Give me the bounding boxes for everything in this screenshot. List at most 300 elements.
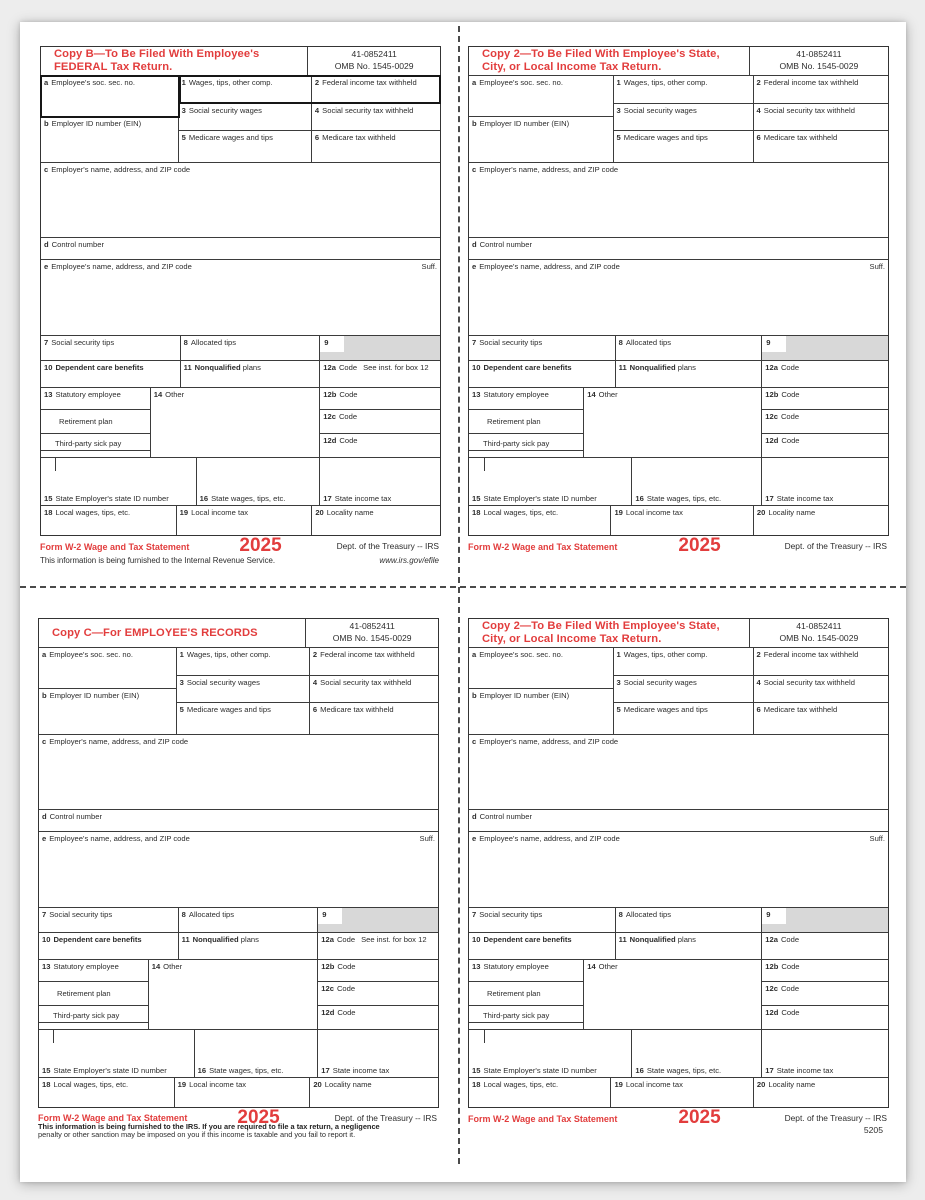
box-2 bbox=[754, 648, 888, 675]
box-12c bbox=[318, 982, 438, 1006]
form-id-number: 41-0852411 bbox=[349, 621, 395, 632]
box-17-label bbox=[321, 1066, 389, 1075]
box-3-label: Social security wages bbox=[623, 106, 697, 115]
box-6-number: 6 bbox=[756, 705, 761, 714]
col-1-to-6 bbox=[179, 76, 440, 162]
boxes-12b-12d bbox=[762, 960, 888, 1029]
box-20-label: Locality name bbox=[768, 1080, 816, 1089]
box-b bbox=[41, 117, 178, 162]
box-13-retirement bbox=[41, 410, 150, 434]
box-14-number: 14 bbox=[153, 390, 163, 399]
box-12a-note: See inst. for box 12 bbox=[363, 363, 429, 372]
box-d-label: Control number bbox=[51, 240, 104, 249]
box-3-label: Social security wages bbox=[186, 678, 260, 687]
box-11-label-bold: Nonqualified bbox=[629, 363, 676, 372]
box-14-number: 14 bbox=[587, 962, 596, 971]
box-c-letter: c bbox=[472, 737, 477, 746]
row-15-16-17 bbox=[469, 457, 888, 505]
boxes-12b-12d bbox=[318, 960, 438, 1029]
box-17-label bbox=[765, 1066, 833, 1075]
box-11-number: 11 bbox=[618, 363, 627, 372]
box-5 bbox=[179, 131, 312, 162]
box-12a-label: Code bbox=[338, 363, 358, 372]
box-12b-label: Code bbox=[781, 962, 800, 971]
box-1-label: Wages, tips, other comp. bbox=[186, 650, 271, 659]
box-13 bbox=[469, 388, 584, 457]
box-2-number: 2 bbox=[756, 78, 761, 87]
box-14-label: Other bbox=[598, 390, 618, 399]
box-18-number: 18 bbox=[472, 508, 481, 517]
box-c-label: Employer's name, address, and ZIP code bbox=[479, 165, 619, 174]
box-18-label: Local wages, tips, etc. bbox=[53, 1080, 129, 1089]
box-12d-number: 12d bbox=[765, 1008, 779, 1017]
box-20-number: 20 bbox=[756, 1080, 766, 1089]
box-9-shaded bbox=[762, 908, 888, 932]
box-12a bbox=[762, 361, 888, 387]
box-13-number: 13 bbox=[44, 390, 53, 399]
box-13-statutory-label: Statutory employee bbox=[483, 962, 549, 971]
box-6-number: 6 bbox=[756, 133, 761, 142]
box-8-number: 8 bbox=[618, 910, 623, 919]
box-19 bbox=[177, 506, 313, 535]
box-12a-label: Code bbox=[780, 363, 800, 372]
box-12b bbox=[318, 960, 438, 982]
box-1-label: Wages, tips, other comp. bbox=[188, 78, 273, 87]
box-12c bbox=[762, 982, 888, 1006]
boxes-12b-12d bbox=[762, 388, 888, 457]
box-8-label: Allocated tips bbox=[188, 910, 235, 919]
box-9-number: 9 bbox=[762, 908, 786, 924]
suffix-label: Suff. bbox=[869, 262, 885, 271]
box-12c-number: 12c bbox=[323, 412, 336, 421]
col-1-to-6 bbox=[614, 76, 888, 162]
box-9-shaded bbox=[318, 908, 438, 932]
box-12c-label: Code bbox=[338, 412, 358, 421]
box-c-label: Employer's name, address, and ZIP code bbox=[49, 737, 189, 746]
copy-title-line2: City, or Local Income Tax Return. bbox=[482, 61, 662, 73]
col-1-to-6 bbox=[177, 648, 438, 734]
box-13-retirement bbox=[469, 982, 583, 1006]
boxes-a-to-6 bbox=[41, 75, 440, 162]
perforation-horizontal bbox=[20, 586, 906, 588]
box-1 bbox=[177, 648, 310, 675]
w2-form-copy-c bbox=[38, 618, 439, 1154]
box-1 bbox=[614, 648, 754, 675]
omb-number: OMB No. 1545-0029 bbox=[332, 633, 412, 643]
copy-title-line1: Copy 2—To Be Filed With Employee's State, bbox=[482, 48, 720, 61]
box-15-number: 15 bbox=[44, 494, 53, 503]
row-5-6 bbox=[614, 130, 888, 162]
box-20 bbox=[312, 506, 440, 535]
box-12b bbox=[762, 960, 888, 982]
box-17-number: 17 bbox=[323, 494, 332, 503]
box-4 bbox=[754, 676, 888, 702]
box-15-label bbox=[44, 494, 169, 503]
box-a-letter: a bbox=[42, 650, 47, 659]
row-1-2 bbox=[614, 648, 888, 675]
box-12b-label: Code bbox=[781, 390, 800, 399]
box-e-letter: e bbox=[44, 262, 49, 271]
box-11-number: 11 bbox=[181, 935, 190, 944]
box-16 bbox=[197, 458, 321, 505]
box-4 bbox=[754, 104, 888, 130]
box-12a-number: 12a bbox=[765, 363, 778, 372]
box-e-letter: e bbox=[42, 834, 47, 843]
box-17 bbox=[318, 1030, 438, 1077]
box-12a bbox=[320, 361, 440, 387]
box-1-label: Wages, tips, other comp. bbox=[623, 650, 708, 659]
box-18 bbox=[39, 1078, 175, 1107]
box-6-label: Medicare tax withheld bbox=[763, 705, 838, 714]
box-16-label bbox=[635, 494, 721, 503]
box-4-label: Social security tax withheld bbox=[320, 678, 412, 687]
box-2 bbox=[754, 76, 888, 103]
box-5 bbox=[177, 703, 310, 734]
row-13-14-12bcd bbox=[469, 959, 888, 1029]
box-d-label: Control number bbox=[479, 812, 532, 821]
box-4 bbox=[310, 676, 438, 702]
box-b bbox=[469, 689, 613, 734]
box-3 bbox=[614, 104, 754, 130]
suffix-label: Suff. bbox=[419, 834, 435, 843]
box-b-label: Employer ID number (EIN) bbox=[49, 691, 140, 700]
box-a-label: Employee's soc. sec. no. bbox=[51, 78, 135, 87]
footer-note-line1: This information is being furnished to the IRS. If you are required to file a tax return, a negligence bbox=[38, 1122, 380, 1131]
footer-note-line2: penalty or other sanction may be imposed on you if this income is taxable and you fail to report it. bbox=[38, 1130, 356, 1139]
box-3-number: 3 bbox=[179, 678, 184, 687]
box-10-label: Dependent care benefits bbox=[483, 935, 572, 944]
box-12d bbox=[318, 1006, 438, 1029]
box-17-number: 17 bbox=[321, 1066, 330, 1075]
box-c-label: Employer's name, address, and ZIP code bbox=[479, 737, 619, 746]
box-17-text: State income tax bbox=[776, 494, 834, 503]
box-2-number: 2 bbox=[756, 650, 761, 659]
box-12d-number: 12d bbox=[321, 1008, 335, 1017]
box-1-number: 1 bbox=[616, 650, 621, 659]
box-13-retirement-label: Retirement plan bbox=[487, 989, 541, 998]
box-15-number: 15 bbox=[472, 1066, 481, 1075]
row-18-19-20 bbox=[469, 505, 888, 535]
col-1-to-6 bbox=[614, 648, 888, 734]
box-12a-note: See inst. for box 12 bbox=[361, 935, 427, 944]
box-18-label: Local wages, tips, etc. bbox=[55, 508, 131, 517]
box-17-text: State income tax bbox=[776, 1066, 834, 1075]
box-20-label: Locality name bbox=[768, 508, 816, 517]
row-3-4 bbox=[614, 103, 888, 130]
box-d-letter: d bbox=[472, 240, 477, 249]
box-8 bbox=[179, 908, 319, 932]
form-id-block bbox=[750, 619, 888, 647]
box-16-text: State wages, tips, etc. bbox=[646, 1066, 722, 1075]
box-11-label-rest: plans bbox=[677, 935, 696, 944]
w2-form-copy-2-state-top bbox=[468, 46, 889, 582]
treasury-dept: Dept. of the Treasury -- IRS bbox=[784, 1113, 887, 1123]
box-18-label: Local wages, tips, etc. bbox=[483, 508, 559, 517]
box-1-number: 1 bbox=[181, 78, 186, 87]
box-12a bbox=[762, 933, 888, 959]
box-13-statutory bbox=[41, 388, 150, 410]
form-table bbox=[40, 46, 441, 536]
box-13-sickpay-label: Third-party sick pay bbox=[483, 439, 550, 448]
box-12d-label: Code bbox=[781, 1008, 800, 1017]
box-7-label: Social security tips bbox=[51, 338, 115, 347]
box-12b-number: 12b bbox=[765, 390, 779, 399]
form-name: Form W-2 Wage and Tax Statement bbox=[38, 1113, 188, 1123]
row-1-2 bbox=[177, 648, 438, 675]
box-13-retirement-label: Retirement plan bbox=[487, 417, 541, 426]
box-e-letter: e bbox=[472, 262, 477, 271]
box-4-number: 4 bbox=[756, 678, 761, 687]
col-a-b bbox=[41, 76, 179, 162]
row-15-16-17 bbox=[41, 457, 440, 505]
box-b-letter: b bbox=[472, 119, 477, 128]
box-8-label: Allocated tips bbox=[190, 338, 237, 347]
box-19-number: 19 bbox=[614, 508, 623, 517]
box-15-number: 15 bbox=[472, 494, 481, 503]
box-15-state-divider bbox=[484, 458, 485, 471]
box-d bbox=[41, 237, 440, 259]
box-19-label: Local income tax bbox=[625, 1080, 683, 1089]
box-c-inner bbox=[44, 165, 190, 237]
box-18-number: 18 bbox=[472, 1080, 481, 1089]
box-12d bbox=[762, 434, 888, 457]
box-17-label bbox=[323, 494, 391, 503]
box-12b-label: Code bbox=[339, 390, 358, 399]
box-13-sickpay-label: Third-party sick pay bbox=[483, 1011, 550, 1020]
box-13-retirement bbox=[39, 982, 148, 1006]
box-3-number: 3 bbox=[181, 106, 186, 115]
box-c-inner bbox=[472, 165, 618, 237]
box-15 bbox=[39, 1030, 195, 1077]
row-10-11-12a bbox=[41, 360, 440, 387]
form-name: Form W-2 Wage and Tax Statement bbox=[468, 1114, 618, 1124]
box-12c-label: Code bbox=[780, 984, 800, 993]
box-19-number: 19 bbox=[179, 508, 189, 517]
box-6 bbox=[312, 131, 440, 162]
box-11-label-rest: plans bbox=[242, 363, 261, 372]
box-c-letter: c bbox=[472, 165, 477, 174]
box-2-label: Federal income tax withheld bbox=[322, 78, 417, 87]
box-a-label: Employee's soc. sec. no. bbox=[49, 650, 133, 659]
box-12b-label: Code bbox=[337, 962, 356, 971]
box-20 bbox=[310, 1078, 438, 1107]
box-e bbox=[469, 259, 888, 335]
box-2 bbox=[312, 76, 440, 103]
tax-year: 2025 bbox=[237, 1107, 280, 1128]
box-6-label: Medicare tax withheld bbox=[763, 133, 838, 142]
col-a-b bbox=[39, 648, 177, 734]
perforation-vertical bbox=[458, 26, 460, 1164]
box-12d-number: 12d bbox=[765, 436, 779, 445]
box-13-retirement-label: Retirement plan bbox=[59, 417, 113, 426]
omb-number: OMB No. 1545-0029 bbox=[334, 61, 414, 71]
box-7-number: 7 bbox=[42, 910, 47, 919]
box-17-text: State income tax bbox=[334, 494, 392, 503]
box-4-label: Social security tax withheld bbox=[763, 678, 855, 687]
form-id-block bbox=[308, 47, 440, 75]
box-16-number: 16 bbox=[635, 1066, 644, 1075]
box-17-text: State income tax bbox=[332, 1066, 390, 1075]
copy-title bbox=[469, 619, 750, 647]
box-15 bbox=[469, 1030, 632, 1077]
box-14 bbox=[149, 960, 319, 1029]
box-15-label bbox=[472, 494, 597, 503]
form-footer bbox=[468, 536, 889, 582]
box-14-number: 14 bbox=[587, 390, 596, 399]
box-15 bbox=[469, 458, 632, 505]
row-3-4 bbox=[177, 675, 438, 702]
row-10-11-12a bbox=[39, 932, 438, 959]
row-5-6 bbox=[614, 702, 888, 734]
box-a bbox=[39, 648, 176, 689]
box-8-label: Allocated tips bbox=[625, 338, 672, 347]
box-13-number: 13 bbox=[472, 962, 481, 971]
box-12d-label: Code bbox=[339, 436, 358, 445]
box-a bbox=[469, 76, 613, 117]
boxes-a-to-6 bbox=[469, 647, 888, 734]
box-2-number: 2 bbox=[314, 78, 320, 87]
box-7 bbox=[469, 908, 616, 932]
box-d-inner bbox=[42, 812, 102, 831]
box-e bbox=[41, 259, 440, 335]
copy-title-line1: Copy 2—To Be Filed With Employee's State, bbox=[482, 620, 720, 633]
box-15-label bbox=[42, 1066, 167, 1075]
box-13-statutory bbox=[469, 960, 583, 982]
box-d bbox=[39, 809, 438, 831]
box-16-text: State wages, tips, etc. bbox=[646, 494, 722, 503]
row-7-8-9 bbox=[469, 335, 888, 360]
print-code: 5205 bbox=[863, 1125, 883, 1135]
box-11 bbox=[616, 361, 763, 387]
box-10-number: 10 bbox=[472, 363, 481, 372]
box-14 bbox=[584, 388, 762, 457]
box-9-shaded bbox=[320, 336, 440, 360]
box-20-number: 20 bbox=[315, 508, 324, 517]
box-18 bbox=[469, 1078, 611, 1107]
box-5-number: 5 bbox=[616, 133, 621, 142]
row-13-14-12bcd bbox=[41, 387, 440, 457]
box-e-letter: e bbox=[472, 834, 477, 843]
form-header-row bbox=[39, 619, 438, 647]
box-20 bbox=[754, 1078, 888, 1107]
row-18-19-20 bbox=[469, 1077, 888, 1107]
box-15 bbox=[41, 458, 197, 505]
box-d-inner bbox=[44, 240, 104, 259]
box-1 bbox=[614, 76, 754, 103]
copy-title bbox=[41, 47, 308, 75]
box-4-label: Social security tax withheld bbox=[322, 106, 414, 115]
treasury-dept: Dept. of the Treasury -- IRS bbox=[334, 1113, 437, 1123]
box-d bbox=[469, 237, 888, 259]
box-11-label-rest: plans bbox=[677, 363, 696, 372]
box-b-label: Employer ID number (EIN) bbox=[479, 119, 570, 128]
row-13-14-12bcd bbox=[39, 959, 438, 1029]
copy-title-line2: FEDERAL Tax Return. bbox=[54, 61, 173, 73]
box-17-label bbox=[765, 494, 833, 503]
box-2-label: Federal income tax withheld bbox=[763, 650, 859, 659]
box-c-letter: c bbox=[42, 737, 47, 746]
box-15-text: State Employer's state ID number bbox=[53, 1066, 167, 1075]
box-16 bbox=[632, 1030, 762, 1077]
box-13 bbox=[469, 960, 584, 1029]
box-4 bbox=[312, 104, 440, 130]
box-4-number: 4 bbox=[314, 106, 320, 115]
tax-year: 2025 bbox=[678, 1107, 721, 1128]
box-13 bbox=[39, 960, 149, 1029]
box-e bbox=[469, 831, 888, 907]
box-13-sickpay bbox=[41, 434, 150, 451]
box-12b bbox=[320, 388, 440, 410]
box-12d bbox=[320, 434, 440, 457]
form-id-number: 41-0852411 bbox=[351, 49, 397, 60]
box-16-text: State wages, tips, etc. bbox=[211, 494, 286, 503]
copy-title-line1: Copy C—For EMPLOYEE'S RECORDS bbox=[52, 626, 258, 639]
box-c-label: Employer's name, address, and ZIP code bbox=[51, 165, 191, 174]
box-3 bbox=[179, 104, 312, 130]
box-19 bbox=[611, 506, 753, 535]
box-11-label-bold: Nonqualified bbox=[192, 935, 239, 944]
box-c-letter: c bbox=[44, 165, 49, 174]
omb-number: OMB No. 1545-0029 bbox=[779, 633, 859, 643]
box-11-label-bold: Nonqualified bbox=[194, 363, 241, 372]
box-5-label: Medicare wages and tips bbox=[188, 133, 273, 142]
form-header-row bbox=[41, 47, 440, 75]
row-15-16-17 bbox=[469, 1029, 888, 1077]
box-10-number: 10 bbox=[44, 363, 53, 372]
box-10-number: 10 bbox=[472, 935, 481, 944]
box-15-text: State Employer's state ID number bbox=[483, 1066, 597, 1075]
copy-title-line2: City, or Local Income Tax Return. bbox=[482, 633, 662, 645]
box-14 bbox=[584, 960, 762, 1029]
box-6-number: 6 bbox=[314, 133, 320, 142]
box-13-sickpay bbox=[469, 434, 583, 451]
form-table bbox=[38, 618, 439, 1108]
box-12c bbox=[762, 410, 888, 434]
box-11 bbox=[179, 933, 319, 959]
box-b-label: Employer ID number (EIN) bbox=[51, 119, 142, 128]
box-6-number: 6 bbox=[312, 705, 318, 714]
box-2 bbox=[310, 648, 438, 675]
omb-number: OMB No. 1545-0029 bbox=[779, 61, 859, 71]
box-10-label: Dependent care benefits bbox=[55, 363, 144, 372]
box-d-label: Control number bbox=[49, 812, 102, 821]
box-14-number: 14 bbox=[151, 962, 161, 971]
box-b-letter: b bbox=[472, 691, 477, 700]
box-13-sickpay bbox=[469, 1006, 583, 1023]
box-13-sickpay bbox=[39, 1006, 148, 1023]
box-e-inner bbox=[472, 262, 620, 335]
box-3-number: 3 bbox=[616, 106, 621, 115]
row-18-19-20 bbox=[39, 1077, 438, 1107]
box-d-label: Control number bbox=[479, 240, 532, 249]
row-18-19-20 bbox=[41, 505, 440, 535]
box-3-number: 3 bbox=[616, 678, 621, 687]
row-7-8-9 bbox=[469, 907, 888, 932]
box-c-inner bbox=[472, 737, 618, 809]
box-e-inner bbox=[472, 834, 620, 907]
box-13-sickpay-label: Third-party sick pay bbox=[55, 439, 122, 448]
box-18-label: Local wages, tips, etc. bbox=[483, 1080, 559, 1089]
box-13-retirement bbox=[469, 410, 583, 434]
row-5-6 bbox=[179, 130, 440, 162]
box-b-letter: b bbox=[42, 691, 47, 700]
tax-year: 2025 bbox=[678, 535, 721, 556]
box-c bbox=[39, 734, 438, 809]
box-17-number: 17 bbox=[765, 494, 774, 503]
copy-title bbox=[39, 619, 306, 647]
box-15-state-divider bbox=[484, 1030, 485, 1043]
box-b-letter: b bbox=[44, 119, 49, 128]
